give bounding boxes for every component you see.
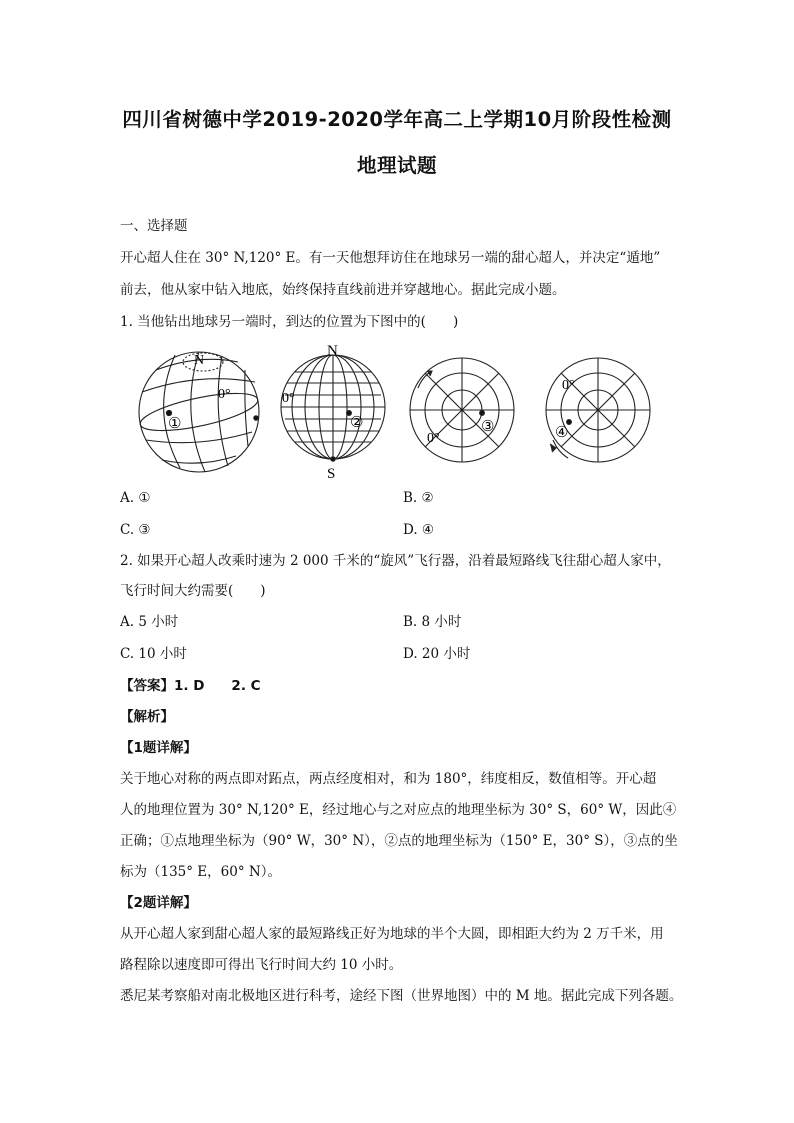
fig1-marker-1: ① (168, 416, 182, 432)
detail-1-heading: 【1题详解】 (120, 740, 197, 756)
question-2-stem-line-1: 2. 如果开心超人改乘时速为 2 000 千米的“旋风”飞行器，沿着最短路线飞往甜心超人家中， (120, 553, 671, 569)
q1-option-a: A. ① (120, 490, 151, 506)
detail-1-line: 正确；①点地理坐标为（90° W，30° N），②点的地理坐标为（150° E，30° S），③点的坐 (120, 833, 678, 849)
detail-1-line: 人的地理位置为 30° N,120° E，经过地心与之对应点的地理坐标为 30° S，60° W，因此④ (120, 802, 677, 818)
fig1-n-label: N (194, 353, 205, 368)
polar-view-3 (410, 358, 514, 462)
globe-1 (137, 352, 260, 472)
fig2-n-label: N (327, 343, 338, 359)
fig2-s-label: S (327, 466, 336, 482)
q1-option-b: B. ② (403, 490, 434, 506)
fig2-marker-2: ② (350, 415, 364, 431)
q1-option-c: C. ③ (120, 522, 151, 538)
fig3-marker-3: ③ (481, 419, 495, 435)
detail-2-heading: 【2题详解】 (120, 895, 197, 911)
fig2-zero-label: 0° (282, 391, 295, 406)
fig3-zero-label: 0° (427, 431, 440, 446)
q2-option-d: D. 20 小时 (403, 646, 471, 662)
next-question-intro: 悉尼某考察船对南北极地区进行科考，途经下图（世界地图）中的 M 地。据此完成下列各题。 (120, 988, 683, 1004)
detail-1-line: 标为（135° E，60° N）。 (120, 864, 281, 880)
intro-line-2: 前去，他从家中钻入地底，始终保持直线前进并穿越地心。据此完成小题。 (120, 282, 566, 298)
fig4-marker-4: ④ (555, 425, 569, 441)
question-1-stem: 1. 当他钻出地球另一端时，到达的位置为下图中的( ) (120, 314, 459, 330)
section-heading: 一、选择题 (120, 218, 188, 234)
fig1-zero-label: 0° (218, 387, 231, 402)
q2-option-b: B. 8 小时 (403, 614, 462, 630)
q2-option-c: C. 10 小时 (120, 646, 187, 662)
analysis-heading: 【解析】 (120, 709, 174, 725)
detail-1-line: 关于地心对称的两点即对跖点，两点经度相对，和为 180°，纬度相反，数值相等。开心超 (120, 771, 657, 787)
document-title-line1: 四川省树德中学2019-2020学年高二上学期10月阶段性检测 (122, 108, 672, 131)
document-title-line2: 地理试题 (356, 154, 437, 177)
intro-line-1: 开心超人住在 30° N,120° E。有一天他想拜访住在地球另一端的甜心超人，并决定“遁地” (120, 250, 661, 266)
question-2-stem-line-2: 飞行时间大约需要( ) (120, 583, 266, 599)
q2-option-a: A. 5 小时 (120, 614, 179, 630)
globe-2 (281, 355, 385, 461)
detail-2-line: 路程除以速度即可得出飞行时间大约 10 小时。 (120, 957, 403, 973)
detail-2-line: 从开心超人家到甜心超人家的最短路线正好为地球的半个大圆，即相距大约为 2 万千米，用 (120, 926, 664, 942)
answer-line: 【答案】1. D 2. C (120, 678, 261, 694)
q1-option-d: D. ④ (403, 522, 435, 538)
polar-view-4 (546, 358, 650, 462)
fig4-zero-label: 0° (562, 378, 575, 393)
